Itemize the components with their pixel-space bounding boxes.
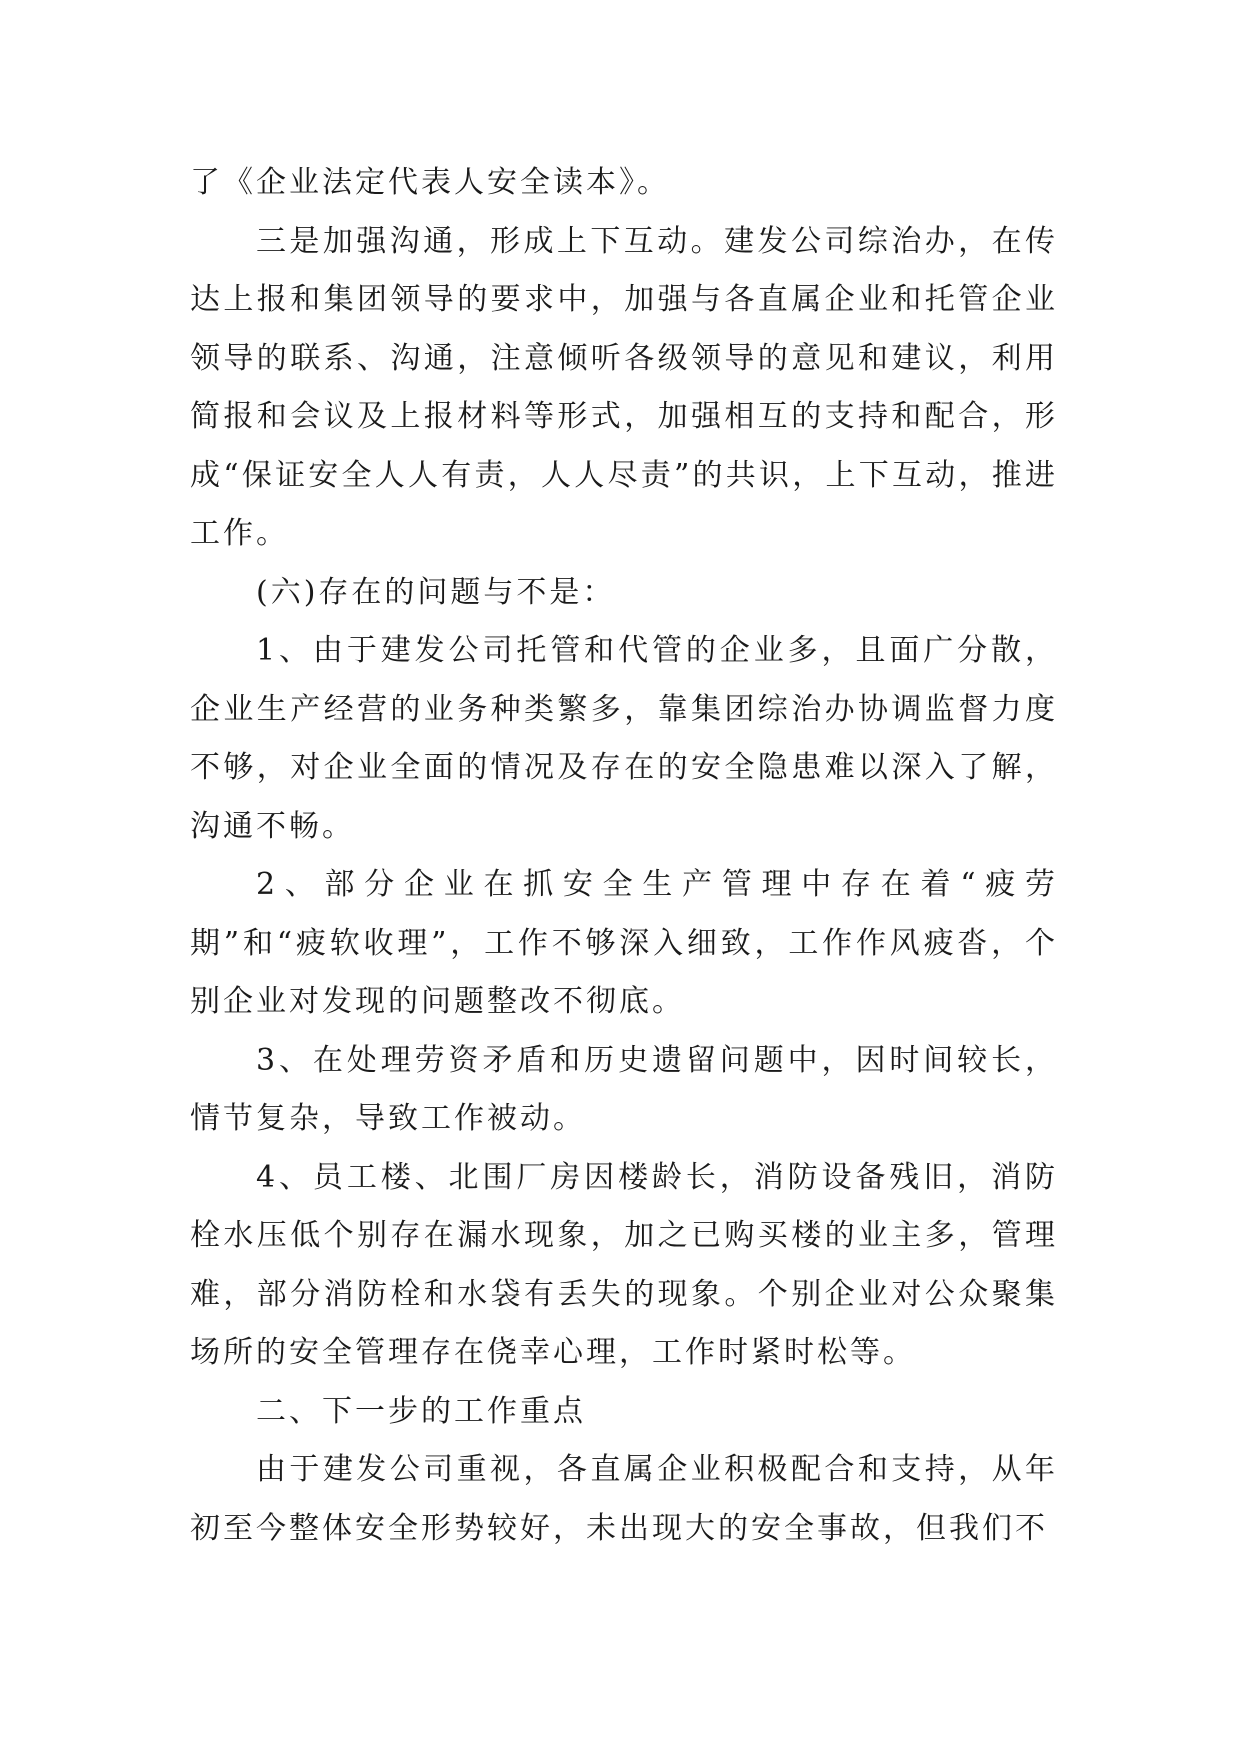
section-heading-next-steps: 二、下一步的工作重点 [256, 1393, 586, 1429]
paragraph-communication: 三是加强沟通，形成上下互动。建发公司综治办，在传达上报和集团领导的要求中，加强与各直属企业和托管企业领导的联系、沟通，注意倾听各级领导的意见和建议，利用简报和会议及上报材料等形式，加强相互的支持和配合，形成“保证安全人人有责，人人尽责”的共识，上下互动，推进工作。 [190, 223, 1058, 551]
document-body [190, 154, 1058, 1558]
paragraph-next-steps: 由于建发公司重视，各直属企业积极配合和支持，从年初至今整体安全形势较好，未出现大的安全事故，但我们不 [190, 1452, 1058, 1546]
problem-item-1: 1、由于建发公司托管和代管的企业多，且面广分散，企业生产经营的业务种类繁多，靠集团综治办协调监督力度不够，对企业全面的情况及存在的安全隐患难以深入了解，沟通不畅。 [190, 633, 1058, 844]
problem-item-2: 2、部分企业在抓安全生产管理中存在着“疲劳期”和“疲软收理”，工作不够深入细致，工作作风疲沓，个别企业对发现的问题整改不彻底。 [190, 867, 1058, 1019]
problem-item-3: 3、在处理劳资矛盾和历史遗留问题中，因时间较长，情节复杂，导致工作被动。 [190, 1042, 1058, 1136]
section-heading-problems: (六)存在的问题与不是： [256, 574, 616, 610]
paragraph-continuation: 了《企业法定代表人安全读本》。 [190, 165, 670, 200]
problem-item-4: 4、员工楼、北围厂房因楼龄长，消防设备残旧，消防栓水压低个别存在漏水现象，加之已购买楼的业主多，管理难，部分消防栓和水袋有丢失的现象。个别企业对公众聚集场所的安全管理存在侥幸心理，工作时紧时松等。 [190, 1159, 1058, 1370]
